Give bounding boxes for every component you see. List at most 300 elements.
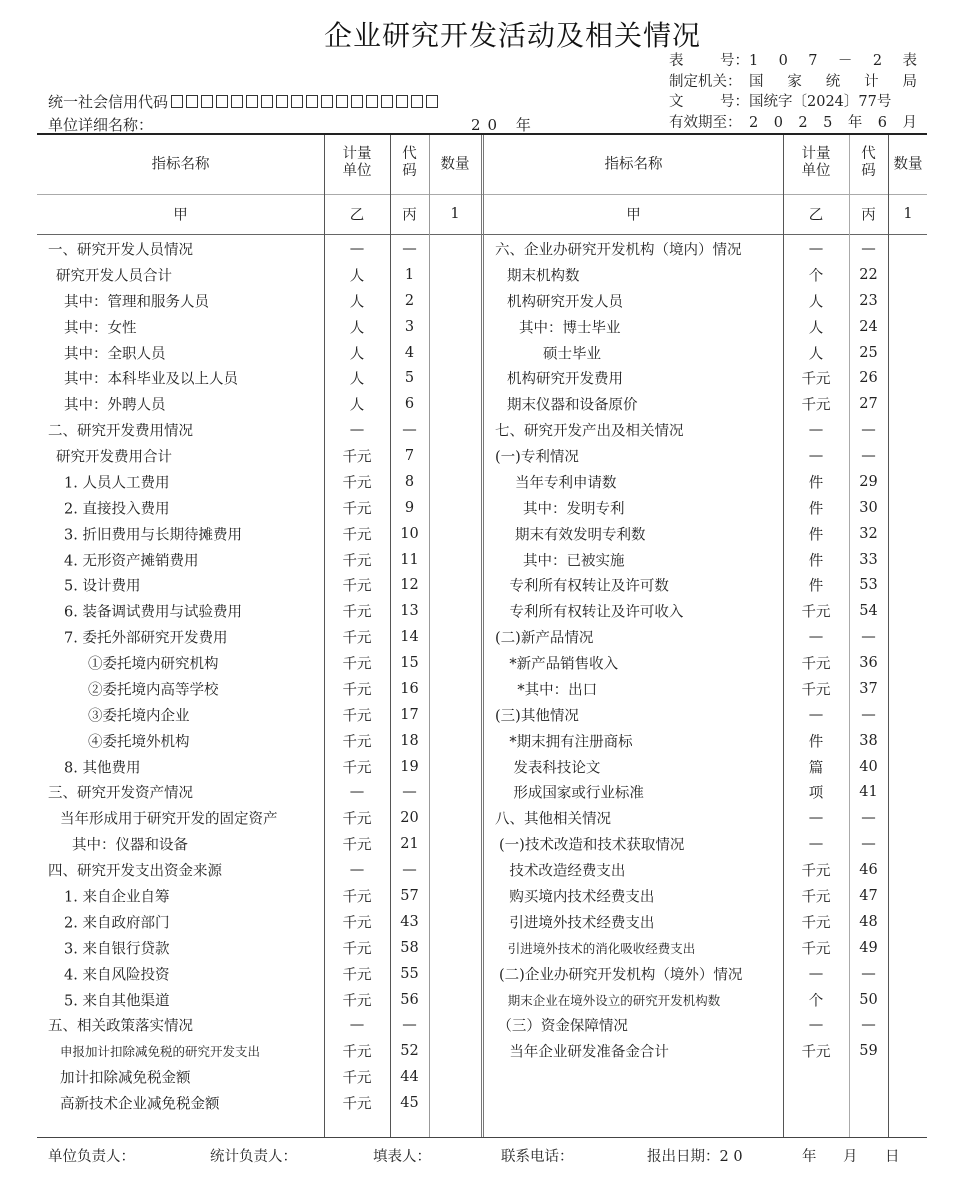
credit-code-box[interactable] xyxy=(381,95,393,108)
meta-value-part: 1 xyxy=(749,53,759,69)
credit-code-box[interactable] xyxy=(366,95,378,108)
footer-day: 日 xyxy=(885,1149,900,1165)
credit-code-label: 统一社会信用代码 xyxy=(48,93,169,111)
right-row-unit: 千元 xyxy=(801,371,831,388)
meta-value-part: 6 xyxy=(877,114,888,131)
left-row-unit: 千元 xyxy=(342,708,372,725)
left-row-unit: — xyxy=(349,862,365,879)
meta-key-part: 有效期至： xyxy=(669,114,742,131)
right-row-unit: 千元 xyxy=(801,889,831,906)
credit-code-box[interactable] xyxy=(426,95,438,108)
left-row-code: 19 xyxy=(400,758,419,775)
right-row-unit: — xyxy=(808,241,824,257)
right-row-code: 32 xyxy=(859,525,878,542)
left-header-unit xyxy=(324,146,390,180)
right-row-code: 30 xyxy=(859,499,878,516)
credit-code-box[interactable] xyxy=(216,95,228,108)
right-row-code: 59 xyxy=(859,1043,878,1060)
right-subheader-unit: 乙 xyxy=(808,207,824,224)
left-row-name: 四、研究开发支出资金来源 xyxy=(48,863,222,880)
meta-key xyxy=(669,113,749,134)
credit-code-box[interactable] xyxy=(291,95,303,108)
credit-code-box[interactable] xyxy=(321,95,333,108)
left-row-unit: 千元 xyxy=(342,1096,372,1113)
right-row-code: 48 xyxy=(859,913,878,930)
left-row-qty-input[interactable] xyxy=(430,548,479,572)
credit-code-box[interactable] xyxy=(396,95,408,108)
left-row-name: 3. 折旧费用与长期待摊费用 xyxy=(64,527,242,544)
right-row-name: 硕士毕业 xyxy=(543,346,601,363)
meta-value-part: 表 xyxy=(902,53,917,69)
left-row-code: 3 xyxy=(404,318,415,335)
right-row-qty-input[interactable] xyxy=(889,444,926,468)
left-row-name: 加计扣除减免税金额 xyxy=(60,1070,191,1087)
meta-value-part: 2 xyxy=(872,53,883,69)
right-row-name: 期末企业在境外设立的研究开发机构数 xyxy=(507,992,721,1008)
right-row-qty-input[interactable] xyxy=(889,496,926,520)
meta-value-part: 月 xyxy=(902,114,917,131)
left-row-unit: — xyxy=(349,784,365,801)
left-row-qty-input[interactable] xyxy=(430,289,479,313)
right-row-name: （三）资金保障情况 xyxy=(497,1018,628,1035)
right-row-name: (一)专利情况 xyxy=(495,449,579,466)
right-row-unit: 件 xyxy=(808,734,824,751)
left-row-unit: 千元 xyxy=(342,1070,372,1087)
left-header-code-line: 代 xyxy=(402,146,417,162)
left-header-unit-line: 单位 xyxy=(342,163,372,179)
left-row-code: 43 xyxy=(400,913,419,930)
left-row-code: 14 xyxy=(400,629,419,646)
left-row-name: 2. 来自政府部门 xyxy=(64,915,170,932)
right-row-unit: 件 xyxy=(808,501,824,518)
right-row-code: 29 xyxy=(859,473,878,490)
left-row-code: 11 xyxy=(400,551,419,568)
right-row-qty-input[interactable] xyxy=(889,936,926,960)
footer-year: 年 xyxy=(802,1149,817,1165)
left-row-qty-input[interactable] xyxy=(430,522,479,546)
right-row-code: 36 xyxy=(859,655,878,672)
left-row-name: 2. 直接投入费用 xyxy=(64,501,170,518)
right-row-name: 其中：已被实施 xyxy=(523,553,625,570)
right-row-qty-input[interactable] xyxy=(889,599,926,623)
credit-code-boxes[interactable] xyxy=(168,93,438,111)
left-row-unit: — xyxy=(349,241,365,257)
meta-value-part: 统 xyxy=(825,73,841,90)
left-row-qty-input[interactable] xyxy=(430,315,479,339)
left-row-unit: 千元 xyxy=(342,553,372,570)
right-row-qty-input[interactable] xyxy=(889,729,926,753)
right-row-name: (二)企业办研究开发机构（境外）情况 xyxy=(499,967,743,984)
left-row-qty-input[interactable] xyxy=(430,677,479,701)
credit-code-box[interactable] xyxy=(351,95,363,108)
left-row-code: 21 xyxy=(400,836,419,853)
right-row-name: 当年专利申请数 xyxy=(515,475,617,492)
footer-phone: 联系电话： xyxy=(501,1149,574,1165)
right-row-code: 24 xyxy=(859,318,878,335)
right-row-qty-input[interactable] xyxy=(889,522,926,546)
right-row-unit: — xyxy=(808,1017,824,1034)
left-row-name: 其中：仪器和设备 xyxy=(72,837,188,854)
meta-value xyxy=(749,92,917,113)
right-row-name: 技术改造经费支出 xyxy=(509,863,626,880)
right-row-unit: 件 xyxy=(808,578,824,595)
left-row-qty-input[interactable] xyxy=(430,496,479,520)
right-row-unit: 件 xyxy=(808,475,824,492)
left-row-code: 56 xyxy=(400,991,419,1008)
right-row-name: (二)新产品情况 xyxy=(495,630,594,647)
left-row-qty-input[interactable] xyxy=(430,573,479,597)
meta-value-part: 0 xyxy=(778,53,788,69)
left-row-unit: 千元 xyxy=(342,578,372,595)
left-row-qty-input[interactable] xyxy=(430,237,479,261)
right-row-qty-input[interactable] xyxy=(889,366,926,390)
right-row-qty-input[interactable] xyxy=(889,910,926,934)
right-row-qty-input[interactable] xyxy=(889,962,926,986)
right-row-name: (一)技术改造和技术获取情况 xyxy=(499,837,685,854)
left-row-code: — xyxy=(402,241,417,257)
right-row-name: 期末机构数 xyxy=(507,268,580,285)
left-row-code: 16 xyxy=(400,680,419,697)
meta-value-part: 7 xyxy=(808,53,818,69)
right-row-qty-input[interactable] xyxy=(889,289,926,313)
right-row-name: 八、其他相关情况 xyxy=(495,811,611,828)
right-row-unit: 千元 xyxy=(801,915,831,932)
left-row-name: 申报加计扣除减免税的研究开发支出 xyxy=(60,1044,261,1060)
left-row-name: 其中：女性 xyxy=(64,320,137,337)
meta-value-part: 2 xyxy=(798,114,808,131)
left-row-qty-input[interactable] xyxy=(430,651,479,675)
right-row-unit: 千元 xyxy=(801,682,831,699)
right-row-qty-input[interactable] xyxy=(889,263,926,287)
credit-code-box[interactable] xyxy=(261,95,273,108)
right-row-unit: — xyxy=(808,706,824,723)
left-row-code: 9 xyxy=(404,499,415,516)
meta-value-part: 国统字〔2024〕77号 xyxy=(749,94,892,110)
left-row-unit: 千元 xyxy=(342,941,372,958)
left-row-unit: 人 xyxy=(349,320,365,337)
credit-code-box[interactable] xyxy=(411,95,423,108)
right-row-qty-input[interactable] xyxy=(889,651,926,675)
right-row-name: 形成国家或行业标准 xyxy=(513,785,644,802)
left-row-code: 13 xyxy=(400,603,419,620)
left-header-unit-line: 计量 xyxy=(342,146,372,162)
left-row-name: 其中：全职人员 xyxy=(64,346,166,363)
left-row-qty-input[interactable] xyxy=(430,366,479,390)
right-row-code: 23 xyxy=(859,292,878,309)
right-row-name: 其中：发明专利 xyxy=(523,501,625,518)
right-row-code: 33 xyxy=(859,551,878,568)
left-row-qty-input[interactable] xyxy=(430,755,479,779)
credit-code-box[interactable] xyxy=(201,95,213,108)
left-row-qty-input[interactable] xyxy=(430,392,479,416)
right-row-name: 六、企业办研究开发机构（境内）情况 xyxy=(495,242,742,259)
footer-unit-head: 单位负责人： xyxy=(48,1149,135,1165)
right-row-unit: 篇 xyxy=(808,760,824,777)
right-row-qty-input[interactable] xyxy=(889,677,926,701)
right-row-code: — xyxy=(861,1017,876,1034)
right-row-unit: 千元 xyxy=(801,863,831,880)
left-row-qty-input[interactable] xyxy=(430,1039,479,1063)
left-row-code: — xyxy=(402,422,417,439)
left-header-code-line: 码 xyxy=(402,163,417,179)
left-row-code: 4 xyxy=(404,344,415,361)
right-row-qty-input[interactable] xyxy=(889,392,926,416)
meta-key xyxy=(669,72,749,93)
right-header-unit-line: 单位 xyxy=(801,163,831,179)
right-row-unit: 项 xyxy=(808,785,824,802)
left-row-qty-input[interactable] xyxy=(430,703,479,727)
right-row-qty-input[interactable] xyxy=(889,625,926,649)
left-header-code xyxy=(390,146,429,180)
meta-value-part: － xyxy=(837,53,853,69)
meta-value-part: 5 xyxy=(823,114,833,131)
left-row-qty-input[interactable] xyxy=(430,962,479,986)
left-row-qty-input[interactable] xyxy=(430,936,479,960)
left-header-name: 指标名称 xyxy=(151,156,210,173)
left-row-unit: 千元 xyxy=(342,475,372,492)
left-row-unit: 千元 xyxy=(342,527,372,544)
form-title: 企业研究开发活动及相关情况 xyxy=(323,19,701,52)
meta-key xyxy=(669,92,749,113)
right-row-name: 期末仪器和设备原价 xyxy=(507,397,638,414)
left-row-qty-input[interactable] xyxy=(430,832,479,856)
meta-value-part: 国 xyxy=(749,73,764,90)
left-row-name: 一、研究开发人员情况 xyxy=(48,242,193,259)
footer-stat-head: 统计负责人： xyxy=(210,1149,297,1165)
left-row-name: 研究开发费用合计 xyxy=(56,449,172,466)
left-row-qty-input[interactable] xyxy=(430,806,479,830)
right-row-name: 机构研究开发人员 xyxy=(507,294,623,311)
left-row-code: 58 xyxy=(400,939,419,956)
left-row-name: 其中：管理和服务人员 xyxy=(64,294,209,311)
left-row-code: 5 xyxy=(404,370,415,387)
left-row-code: 7 xyxy=(404,448,415,465)
right-row-qty-input[interactable] xyxy=(889,237,926,261)
left-row-code: 45 xyxy=(400,1095,419,1112)
left-row-unit: 千元 xyxy=(342,889,372,906)
right-row-code: 27 xyxy=(859,396,878,413)
left-row-code: 57 xyxy=(400,888,419,904)
left-row-qty-input[interactable] xyxy=(430,444,479,468)
left-row-unit: 人 xyxy=(349,268,365,285)
right-row-qty-input[interactable] xyxy=(889,703,926,727)
left-row-unit: 千元 xyxy=(342,734,372,751)
left-row-unit: 千元 xyxy=(342,630,372,647)
right-row-code: — xyxy=(861,965,876,982)
left-row-unit: 千元 xyxy=(342,656,372,673)
left-row-code: 20 xyxy=(400,810,419,827)
right-row-unit: 人 xyxy=(808,294,824,311)
right-row-unit: 件 xyxy=(808,553,824,570)
right-row-name: 期末有效发明专利数 xyxy=(515,527,646,544)
right-row-qty-input[interactable] xyxy=(889,548,926,572)
meta-value-part: 计 xyxy=(864,73,879,90)
meta-row xyxy=(669,113,918,134)
left-row-qty-input[interactable] xyxy=(430,599,479,623)
right-row-qty-input[interactable] xyxy=(889,988,926,1012)
left-row-unit: — xyxy=(349,1017,365,1034)
left-row-code: 15 xyxy=(400,655,419,672)
right-row-qty-input[interactable] xyxy=(889,884,926,908)
credit-code-box[interactable] xyxy=(171,95,183,108)
left-row-name: 五、相关政策落实情况 xyxy=(48,1018,193,1035)
left-row-code: 12 xyxy=(400,577,419,594)
left-subheader-qty: 1 xyxy=(450,206,460,222)
left-row-name: ②委托境内高等学校 xyxy=(88,682,219,699)
right-row-name: 发表科技论文 xyxy=(513,760,601,777)
right-row-unit: 个 xyxy=(808,268,824,285)
right-row-qty-input[interactable] xyxy=(889,418,926,442)
meta-row xyxy=(669,92,918,113)
credit-code-box[interactable] xyxy=(231,95,243,108)
left-row-code: 52 xyxy=(400,1043,419,1060)
right-header-code-line: 代 xyxy=(861,146,876,162)
right-row-code: — xyxy=(861,448,876,465)
right-row-name: 当年企业研发准备金合计 xyxy=(509,1044,669,1061)
left-row-code: 8 xyxy=(404,473,415,490)
credit-code-box[interactable] xyxy=(306,95,318,108)
left-row-unit: 人 xyxy=(349,371,365,388)
left-row-name: 7. 委托外部研究开发费用 xyxy=(64,630,228,647)
credit-code-box[interactable] xyxy=(186,95,198,108)
left-subheader-unit: 乙 xyxy=(349,207,365,224)
left-row-unit: 人 xyxy=(349,294,365,311)
right-subheader-qty: 1 xyxy=(903,206,913,222)
year-label: 20 年 xyxy=(471,116,538,134)
left-row-name: 5. 设计费用 xyxy=(64,578,141,595)
right-row-qty-input[interactable] xyxy=(889,573,926,597)
left-row-unit: 千元 xyxy=(342,837,372,854)
meta-value xyxy=(749,51,917,72)
right-header-code-line: 码 xyxy=(861,163,876,179)
right-row-unit: — xyxy=(808,965,824,982)
meta-row xyxy=(669,51,918,72)
table-bottom-rule xyxy=(37,1137,927,1138)
left-row-code: 44 xyxy=(400,1069,419,1086)
meta-key-part: 号： xyxy=(720,53,749,69)
right-row-unit: 千元 xyxy=(801,1044,831,1061)
meta-value-part: 局 xyxy=(902,73,917,90)
left-row-name: 当年形成用于研究开发的固定资产 xyxy=(60,811,278,828)
right-header-unit-line: 计量 xyxy=(801,146,831,162)
credit-code-box[interactable] xyxy=(246,95,258,108)
left-subheader-name: 甲 xyxy=(173,207,188,224)
left-row-unit: 千元 xyxy=(342,811,372,828)
credit-code-field[interactable] xyxy=(48,91,438,112)
right-row-name: 七、研究开发产出及相关情况 xyxy=(495,423,684,440)
meta-key-part: 制定机关： xyxy=(669,73,742,90)
right-row-unit: 千元 xyxy=(801,656,831,673)
right-row-qty-input[interactable] xyxy=(889,780,926,804)
right-row-unit: 人 xyxy=(808,346,824,363)
left-row-qty-input[interactable] xyxy=(430,418,479,442)
left-row-qty-input[interactable] xyxy=(430,625,479,649)
right-row-unit: 人 xyxy=(808,320,824,337)
meta-value xyxy=(749,72,917,93)
left-row-unit: 人 xyxy=(349,346,365,363)
left-subheader-code: 丙 xyxy=(402,207,417,224)
left-row-code: 17 xyxy=(400,706,419,723)
left-row-qty-input[interactable] xyxy=(430,858,479,882)
right-row-code: 49 xyxy=(859,939,878,956)
unit-name-label: 单位详细名称： xyxy=(48,116,154,134)
left-row-qty-input[interactable] xyxy=(430,470,479,494)
left-row-unit: 人 xyxy=(349,397,365,414)
credit-code-box[interactable] xyxy=(336,95,348,108)
left-row-qty-input[interactable] xyxy=(430,988,479,1012)
meta-key-part: 号： xyxy=(720,94,749,110)
footer-report-date: 报出日期：2 0 xyxy=(647,1149,743,1165)
right-row-qty-input[interactable] xyxy=(889,341,926,365)
left-row-qty-input[interactable] xyxy=(430,263,479,287)
right-row-name: 其中：博士毕业 xyxy=(519,320,621,337)
left-row-name: ①委托境内研究机构 xyxy=(88,656,219,673)
left-row-qty-input[interactable] xyxy=(430,1013,479,1037)
left-row-unit: 千元 xyxy=(342,604,372,621)
left-row-qty-input[interactable] xyxy=(430,341,479,365)
right-row-code: 54 xyxy=(859,603,878,620)
left-row-unit: 千元 xyxy=(342,967,372,984)
left-row-unit: — xyxy=(349,422,365,439)
left-row-code: — xyxy=(402,784,417,801)
right-row-qty-input[interactable] xyxy=(889,755,926,779)
left-row-code: — xyxy=(402,1017,417,1034)
right-row-code: 38 xyxy=(859,732,878,749)
left-row-qty-input[interactable] xyxy=(430,910,479,934)
right-subheader-code: 丙 xyxy=(861,207,876,224)
left-row-qty-input[interactable] xyxy=(430,884,479,908)
right-row-qty-input[interactable] xyxy=(889,315,926,339)
right-row-code: — xyxy=(861,422,876,439)
left-row-qty-input[interactable] xyxy=(430,1065,479,1089)
right-row-unit: — xyxy=(808,629,824,646)
right-row-name: 专利所有权转让及许可收入 xyxy=(509,604,684,621)
right-row-qty-input[interactable] xyxy=(889,1039,926,1063)
right-row-code: — xyxy=(861,629,876,646)
left-row-qty-input[interactable] xyxy=(430,1091,479,1115)
right-row-name: *期末拥有注册商标 xyxy=(509,734,633,751)
right-row-code: 46 xyxy=(859,862,878,879)
left-row-qty-input[interactable] xyxy=(430,729,479,753)
right-row-name: 引进境外技术经费支出 xyxy=(509,915,655,932)
right-row-name: 引进境外技术的消化吸收经费支出 xyxy=(507,940,696,956)
meta-value-part: 年 xyxy=(847,114,863,131)
left-row-unit: 千元 xyxy=(342,1044,372,1061)
right-row-code: 40 xyxy=(859,758,878,775)
right-row-qty-input[interactable] xyxy=(889,470,926,494)
right-row-qty-input[interactable] xyxy=(889,832,926,856)
right-row-unit: — xyxy=(808,448,824,465)
right-row-qty-input[interactable] xyxy=(889,806,926,830)
meta-row xyxy=(669,72,918,93)
right-row-qty-input[interactable] xyxy=(889,1013,926,1037)
right-row-name: *新产品销售收入 xyxy=(509,656,619,673)
right-row-code: — xyxy=(861,810,876,827)
left-header-qty: 数量 xyxy=(440,156,470,173)
right-row-unit: 千元 xyxy=(801,941,831,958)
left-row-name: 高新技术企业减免税金额 xyxy=(60,1096,220,1113)
left-row-name: 3. 来自银行贷款 xyxy=(64,941,170,958)
left-row-qty-input[interactable] xyxy=(430,780,479,804)
footer-filler: 填表人： xyxy=(373,1149,431,1165)
credit-code-box[interactable] xyxy=(276,95,288,108)
right-row-qty-input[interactable] xyxy=(889,858,926,882)
left-row-unit: 千元 xyxy=(342,993,372,1010)
right-row-unit: 个 xyxy=(808,993,824,1010)
left-row-name: 二、研究开发费用情况 xyxy=(48,423,193,440)
left-row-unit: 千元 xyxy=(342,760,372,777)
right-row-code: 50 xyxy=(859,991,878,1008)
